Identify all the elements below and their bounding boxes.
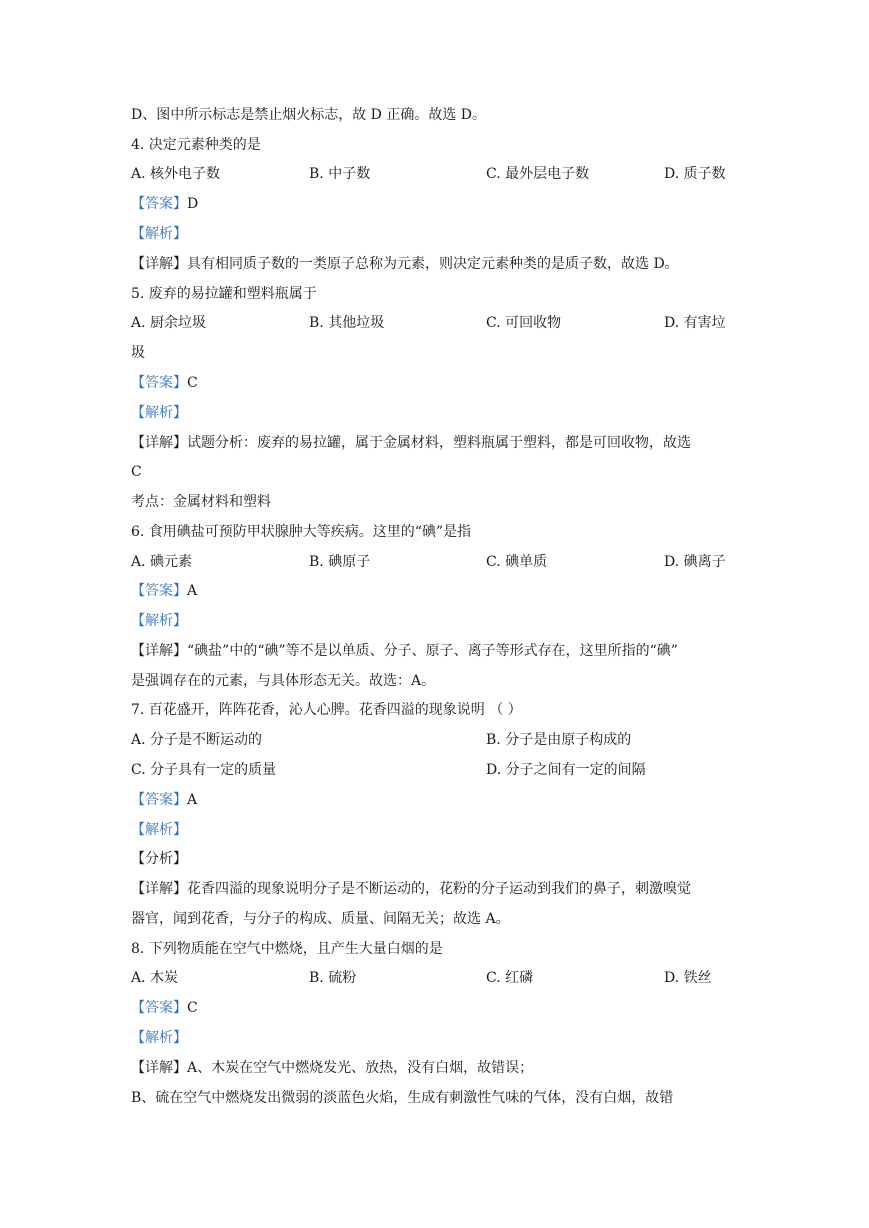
prev-answer-d-line: D、图中所示标志是禁止烟火标志，故 D 正确。故选 D。 [131, 107, 487, 123]
option-c: C. 红磷 [486, 970, 534, 986]
question-8-options [131, 968, 751, 988]
option-d: D. 分子之间有一定的间隔 [486, 762, 646, 778]
question-7-options-row2 [131, 760, 751, 780]
question-8-answer [131, 998, 751, 1018]
question-7-options-row1 [131, 730, 751, 750]
question-8-analysis-tag: 【解析】 [131, 1030, 187, 1046]
option-d: D. 碘离子 [664, 554, 726, 570]
option-b: B. 分子是由原子构成的 [486, 732, 632, 748]
question-8-detail: 【详解】A、木炭在空气中燃烧发光、放热，没有白烟，故错误； [131, 1060, 534, 1076]
option-c: C. 碘单质 [486, 554, 548, 570]
detail-tag: 【详解】 [131, 435, 187, 451]
option-d: D. 有害垃 [664, 315, 726, 331]
option-a: A. 厨余垃圾 [131, 315, 207, 331]
detail-tag: 【详解】 [131, 256, 187, 272]
answer-value: D [187, 196, 199, 212]
question-7-stem: 7. 百花盛开，阵阵花香，沁人心脾。花香四溢的现象说明 （ ） [131, 702, 522, 718]
answer-tag: 【答案】 [131, 792, 187, 808]
option-a: A. 碘元素 [131, 554, 193, 570]
question-4-options [131, 164, 751, 184]
option-c: C. 分子具有一定的质量 [131, 762, 277, 778]
question-5-kaodian: 考点：金属材料和塑料 [131, 494, 271, 510]
question-6-answer [131, 581, 751, 601]
option-a: A. 木炭 [131, 970, 179, 986]
detail-tag: 【详解】 [131, 1060, 187, 1076]
question-6-analysis-tag: 【解析】 [131, 613, 187, 629]
question-5-option-wrap: 圾 [131, 345, 145, 361]
option-a: A. 分子是不断运动的 [131, 732, 263, 748]
answer-value: A [187, 792, 198, 808]
question-5-detail-wrap: C [131, 464, 142, 480]
question-4-answer [131, 194, 751, 214]
answer-value: C [187, 375, 198, 391]
question-4-analysis-tag: 【解析】 [131, 226, 187, 242]
question-5-analysis-tag: 【解析】 [131, 405, 187, 421]
option-b: B. 硫粉 [309, 970, 357, 986]
option-b: B. 中子数 [309, 166, 371, 182]
question-7-detail: 【详解】花香四溢的现象说明分子是不断运动的，花粉的分子运动到我们的鼻子，刺激嗅觉 [131, 881, 691, 897]
answer-tag: 【答案】 [131, 375, 187, 391]
question-5-options [131, 313, 751, 333]
question-7-answer [131, 790, 751, 810]
option-c: C. 可回收物 [486, 315, 562, 331]
question-4-stem: 4. 决定元素种类的是 [131, 137, 261, 153]
detail-tag: 【详解】 [131, 643, 187, 659]
option-d: D. 质子数 [664, 166, 726, 182]
question-5-answer [131, 373, 751, 393]
option-a: A. 核外电子数 [131, 166, 221, 182]
detail-tag: 【详解】 [131, 881, 187, 897]
option-b: B. 碘原子 [309, 554, 371, 570]
question-4-detail: 【详解】具有相同质子数的一类原子总称为元素，则决定元素种类的是质子数，故选 D。 [131, 256, 679, 272]
option-d: D. 铁丝 [664, 970, 712, 986]
question-5-stem: 5. 废弃的易拉罐和塑料瓶属于 [131, 286, 317, 302]
question-6-detail-wrap: 是强调存在的元素，与具体形态无关。故选：A。 [131, 673, 436, 689]
question-7-fenxi-tag: 【分析】 [131, 851, 187, 867]
answer-tag: 【答案】 [131, 583, 187, 599]
question-8-stem: 8. 下列物质能在空气中燃烧，且产生大量白烟的是 [131, 941, 443, 957]
question-6-options [131, 552, 751, 572]
question-7-detail-wrap: 器官，闻到花香，与分子的构成、质量、间隔无关；故选 A。 [131, 911, 510, 927]
answer-value: C [187, 1000, 198, 1016]
question-7-analysis-tag: 【解析】 [131, 822, 187, 838]
answer-tag: 【答案】 [131, 196, 187, 212]
option-b: B. 其他垃圾 [309, 315, 385, 331]
answer-tag: 【答案】 [131, 1000, 187, 1016]
question-8-option-b-explanation: B、硫在空气中燃烧发出微弱的淡蓝色火焰，生成有刺激性气味的气体，没有白烟，故错 [131, 1090, 674, 1106]
answer-value: A [187, 583, 198, 599]
question-5-detail: 【详解】试题分析：废弃的易拉罐，属于金属材料，塑料瓶属于塑料，都是可回收物，故选 [131, 435, 691, 451]
question-6-detail: 【详解】“碘盐”中的“碘”等不是以单质、分子、原子、离子等形式存在，这里所指的“碘” [131, 643, 678, 659]
question-6-stem: 6. 食用碘盐可预防甲状腺肿大等疾病。这里的“碘”是指 [131, 524, 472, 540]
option-c: C. 最外层电子数 [486, 166, 590, 182]
